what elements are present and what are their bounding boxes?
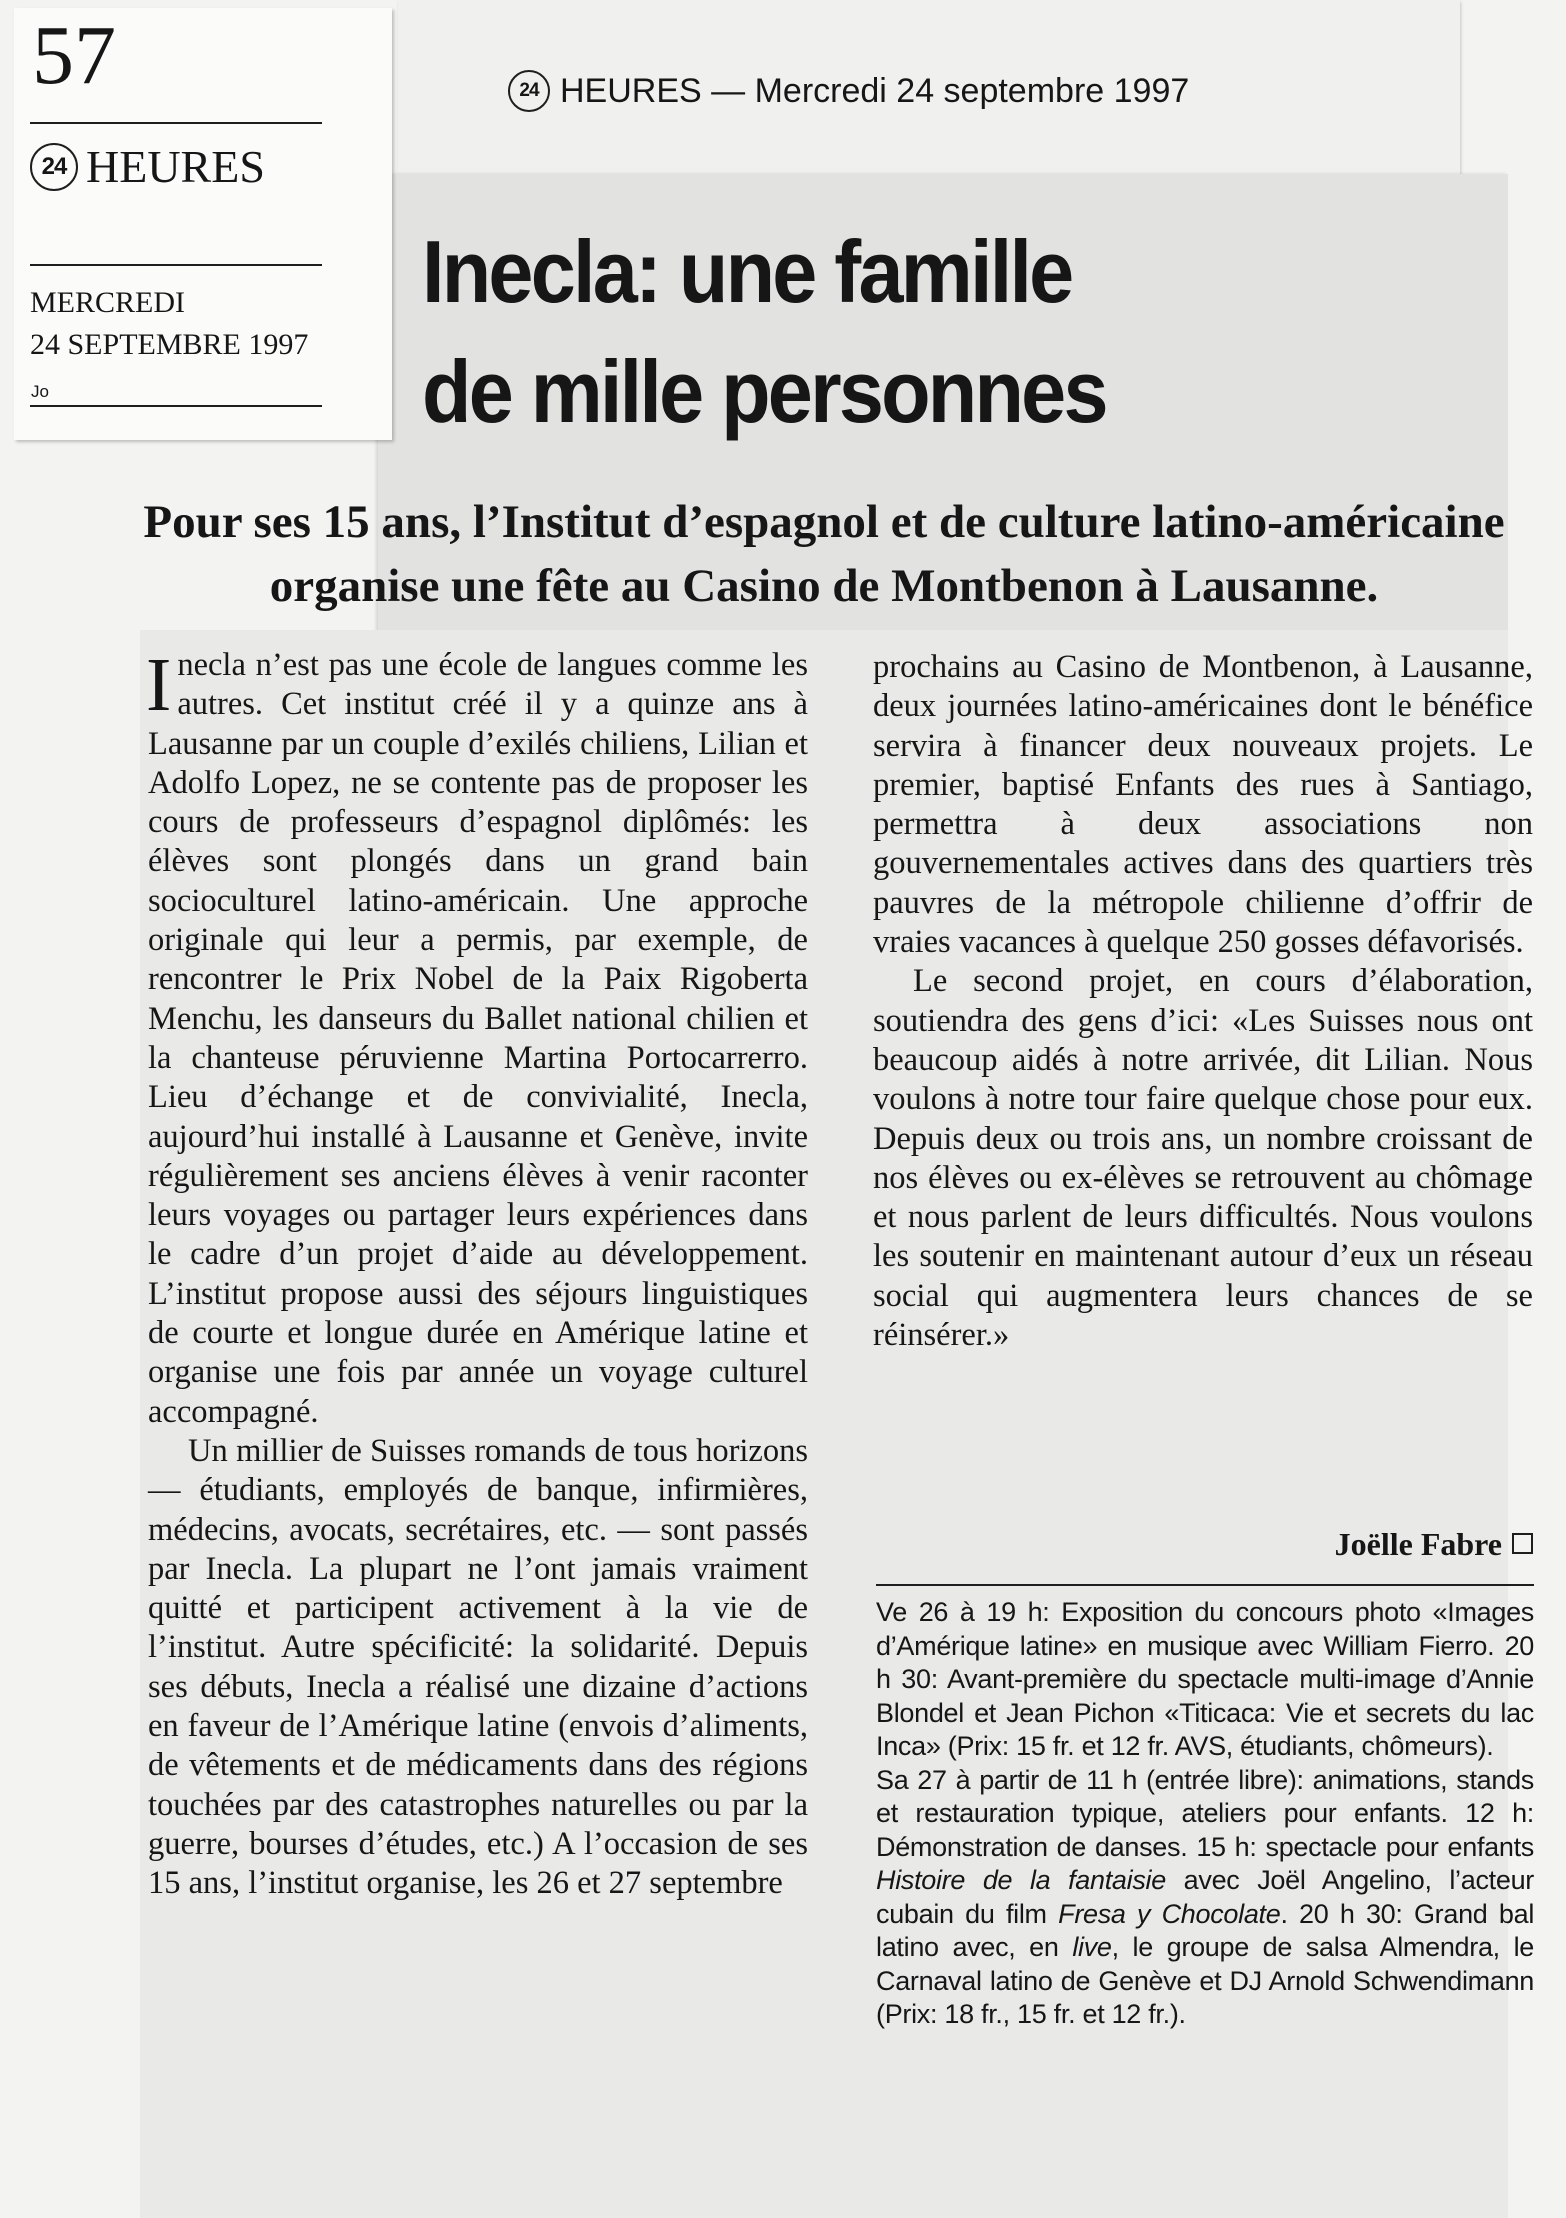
header-rule-bottom xyxy=(30,405,322,407)
subhead-line-2: organise une fête au Casino de Montbenon à Lausanne. xyxy=(269,560,1379,612)
paragraph-4: Le second projet, en cours d’élaboration, soutiendra des gens d’ici: «Les Suisses nous ont beaucoup aidés à notre arrivée, dit Lilian. Nous voulons à notre tour faire quelque chose pour eux. Depuis deux ou trois ans, un nombre croissant de nos élèves ou ex-élèves se retrouvent au chômage et nous parlent de leurs difficultés. Nous voulons les soutenir en maintenant autour d’eux un réseau social qui augmentera leurs chances de se réinsérer.» xyxy=(873,963,1533,1354)
program-saturday-part-b: avec Joël Angelino, l’acteur cubain du film xyxy=(876,1865,1535,1929)
author-name: Joëlle Fabre xyxy=(1334,1526,1502,1562)
masthead-left xyxy=(30,140,265,193)
program-saturday-part-d: , le groupe de salsa Almendra, le Carnaval latino de Genève et DJ Arnold Schwendimann (Prix: 18 fr., 15 fr. et 12 fr.). xyxy=(876,1932,1534,2029)
masthead-top xyxy=(508,70,1189,112)
article-column-right xyxy=(873,648,1533,1355)
date-full: 24 SEPTEMBRE 1997 xyxy=(30,328,309,361)
paragraph-3: prochains au Casino de Montbenon, à Lausanne, deux journées latino-américaines dont le bénéfice servira à financer deux nouveaux projets. Le premier, baptisé Enfants des rues à Santiago, permettra à deux associations non gouvernementales actives dans des quartiers très pauvres de la métropole chilienne d’offrir de vraies vacances à quelque 250 gosses défavorisés. xyxy=(873,649,1533,961)
program-saturday-part-c: . 20 h 30: Grand bal latino avec, en xyxy=(876,1898,1535,1962)
program-live-word: live xyxy=(1072,1932,1112,1962)
article-headline xyxy=(422,212,1397,452)
program-friday: Ve 26 à 19 h: Exposition du concours photo «Images d’Amérique latine» en musique avec William Fierro. 20 h 30: Avant-première du spectacle multi-image d’Annie Blondel et Jean Pichon «Titicaca: Vie et secrets du lac Inca» (Prix: 15 fr. et 12 fr. AVS, étudiants, chômeurs). xyxy=(876,1597,1534,1761)
end-mark-icon xyxy=(1512,1533,1533,1554)
paragraph-2: Un millier de Suisses romands de tous horizons — étudiants, employés de banque, infirmières, médecins, avocats, secrétaires, etc. — sont passés par Inecla. La plupart ne l’ont jamais vraiment quitté et participent activement à la vie de l’institut. Autre spécificité: la solidarité. Depuis ses débuts, Inecla a réalisé une dizaine d’actions en faveur de l’Amérique latine (envois d’aliments, de vêtements et de médicaments dans des régions touchées par des catastrophes naturelles ou par la guerre, bourses d’études, etc.) A l’occasion de ses 15 ans, l’institut organise, les 26 et 27 septembre xyxy=(148,1432,808,1902)
article-subheadline xyxy=(140,490,1508,618)
headline-line-2: de mille personnes xyxy=(422,342,1106,441)
drop-cap: I xyxy=(146,643,172,727)
page-number: 57 xyxy=(32,9,116,102)
program-separator xyxy=(876,1584,1534,1586)
masthead-name: HEURES xyxy=(86,141,265,192)
program-saturday-part-a: Sa 27 à partir de 11 h (entrée libre): animations, stands et restauration typique, ateliers pour enfants. 12 h: Démonstration de danses. 15 h: spectacle pour enfants xyxy=(876,1764,1534,1862)
masthead-top-dateline: HEURES — Mercredi 24 septembre 1997 xyxy=(560,71,1190,110)
program-saturday xyxy=(876,1764,1534,2032)
clipping-initials: Jo xyxy=(31,382,49,401)
subhead-line-1: Pour ses 15 ans, l’Institut d’espagnol et de culture latino-américaine xyxy=(143,496,1505,548)
headline-line-1: Inecla: une famille xyxy=(422,222,1072,321)
header-rule-top xyxy=(30,122,322,124)
paragraph-1-text: necla n’est pas une école de langues comme les autres. Cet institut créé il y a quinze ans à Lausanne par un couple d’exilés chiliens, Lilian et Adolfo Lopez, ne se contente pas de proposer les cours de professeurs d’espagnol diplômés: les élèves sont plongés dans un grand bain socioculturel latino-américain. Une approche originale qui leur a permis, par exemple, de rencontrer le Prix Nobel de la Paix Rigoberta Menchu, les danseurs du Ballet national chilien et la chanteuse péruvienne Martina Portocarrerro. Lieu d’échange et de convivialité, Inecla, aujourd’hui installé à Lausanne et Genève, invite régulièrement ses anciens élèves à venir raconter leurs voyages ou partager leurs expériences dans le cadre d’un projet d’aide au développement. L’institut propose aussi des séjours linguistiques de courte et longue durée en Amérique latine et organise une fois par année un voyage culturel accompagné. xyxy=(148,647,808,1430)
program-film-title: Fresa y Chocolate xyxy=(1058,1898,1281,1929)
event-program xyxy=(876,1596,1534,2032)
date-weekday: MERCREDI xyxy=(30,286,186,319)
header-rule-middle xyxy=(30,264,322,266)
article-column-left xyxy=(146,643,808,1904)
masthead-circle-logo: 24 xyxy=(30,143,78,191)
byline xyxy=(873,1524,1533,1564)
masthead-top-circle-logo: 24 xyxy=(508,70,550,112)
program-show-title: Histoire de la fantaisie xyxy=(876,1865,1166,1895)
paragraph-1 xyxy=(146,643,808,1432)
